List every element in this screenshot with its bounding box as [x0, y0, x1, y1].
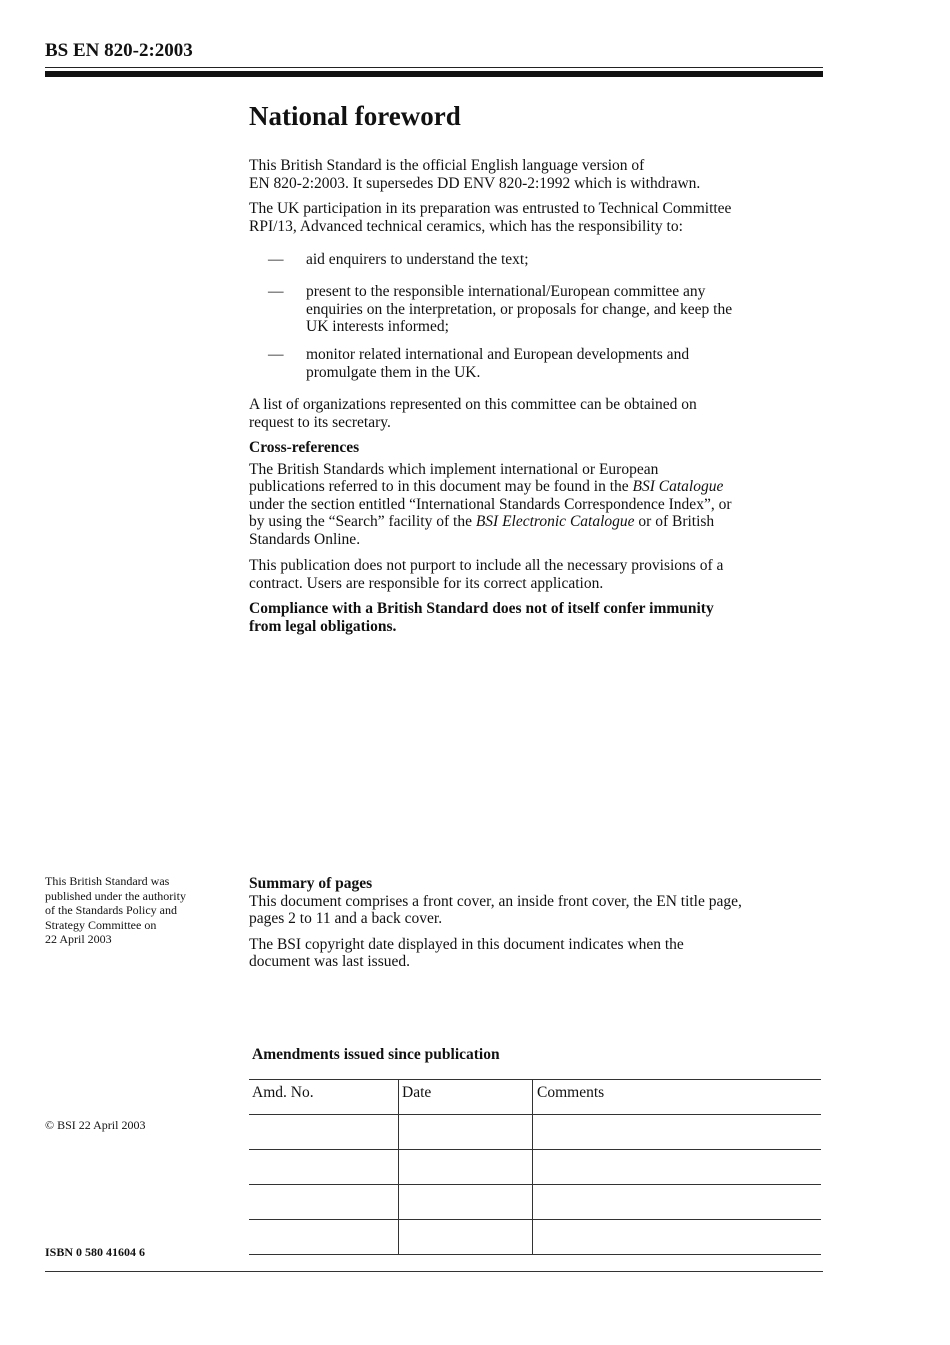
copyright-note: © BSI 22 April 2003 [45, 1118, 146, 1132]
column-divider [398, 1079, 399, 1255]
amendments-heading: Amendments issued since publication [252, 1046, 500, 1063]
text-line: monitor related international and European developments and [306, 346, 690, 363]
section-heading: Cross-references [249, 439, 360, 456]
text-line: Strategy Committee on [45, 917, 157, 932]
text-line: The BSI copyright date displayed in this document indicates when the [249, 935, 684, 953]
column-header-date: Date [402, 1084, 432, 1101]
column-header-comments: Comments [537, 1084, 605, 1101]
text-line: pages 2 to 11 and a back cover. [249, 910, 443, 927]
text-line: This British Standard was [45, 874, 170, 888]
table-rule [249, 1079, 821, 1080]
column-divider [532, 1079, 533, 1255]
page-title: National foreword [249, 101, 461, 131]
text-line: The British Standards which implement international or European [249, 460, 659, 478]
list-item [306, 251, 824, 269]
header-rule-thin [45, 67, 823, 68]
text-line: Standards Online. [249, 530, 361, 548]
text-line: EN 820-2:2003. It supersedes DD ENV 820-2:1992 which is withdrawn. [249, 174, 701, 192]
text-line: UK interests informed; [306, 318, 449, 335]
table-rule [249, 1219, 821, 1220]
text-line: present to the responsible international/European committee any [306, 283, 706, 300]
list-dash: — [268, 283, 284, 300]
text-run: by using the “Search” facility of the [249, 513, 476, 530]
catalogue-title: BSI Catalogue [632, 478, 724, 495]
amendments-table [249, 1079, 821, 1255]
column-header-amd-no: Amd. No. [252, 1084, 314, 1101]
cross-references-section [249, 439, 824, 548]
text-line: 22 April 2003 [45, 932, 112, 946]
text-line: This publication does not purport to include all the necessary provisions of a [249, 557, 724, 574]
text-line: Compliance with a British Standard does not of itself confer immunity [249, 600, 714, 617]
text-line: promulgate them in the UK. [306, 363, 481, 381]
section-heading: Summary of pages [249, 875, 373, 892]
text-line: The UK participation in its preparation was entrusted to Technical Committee [249, 200, 732, 217]
text-line: request to its secretary. [249, 413, 391, 431]
document-id: BS EN 820-2:2003 [45, 40, 193, 61]
intro-paragraph-2 [249, 200, 824, 235]
text-line: from legal obligations. [249, 617, 397, 635]
isbn: ISBN 0 580 41604 6 [45, 1245, 146, 1259]
summary-of-pages [249, 875, 824, 971]
list-dash: — [268, 251, 284, 268]
text-line: A list of organizations represented on this committee can be obtained on [249, 396, 697, 413]
text-line: enquiries on the interpretation, or proposals for change, and keep the [306, 300, 733, 318]
text-line: This document comprises a front cover, an inside front cover, the EN title page, [249, 892, 742, 910]
footer-rule [45, 1271, 823, 1272]
list-item [306, 283, 824, 336]
text-line: aid enquirers to understand the text; [306, 251, 529, 268]
header-rule-thick [45, 71, 823, 77]
list-item [306, 346, 824, 381]
text-line: document was last issued. [249, 953, 411, 970]
text-line: This British Standard is the official English language version of [249, 157, 645, 174]
text-run: or of British [634, 513, 715, 530]
text-line [249, 513, 824, 531]
table-rule [249, 1114, 821, 1115]
table-rule [249, 1254, 821, 1255]
disclaimer-paragraph [249, 557, 824, 592]
text-line [249, 478, 824, 496]
committee-paragraph [249, 396, 824, 431]
text-line: under the section entitled “International Standards Correspondence Index”, or [249, 495, 732, 513]
list-dash: — [268, 346, 284, 363]
table-rule [249, 1184, 821, 1185]
intro-paragraph-1 [249, 157, 824, 192]
text-line: published under the authority [45, 888, 186, 903]
text-line: RPI/13, Advanced technical ceramics, which has the responsibility to: [249, 217, 683, 235]
text-run: publications referred to in this document may be found in the [249, 478, 633, 495]
table-rule [249, 1149, 821, 1150]
electronic-catalogue-title: BSI Electronic Catalogue [475, 513, 635, 530]
text-line: of the Standards Policy and [45, 903, 177, 917]
text-line: contract. Users are responsible for its correct application. [249, 574, 604, 592]
compliance-statement [249, 600, 824, 635]
publication-note [45, 874, 230, 947]
